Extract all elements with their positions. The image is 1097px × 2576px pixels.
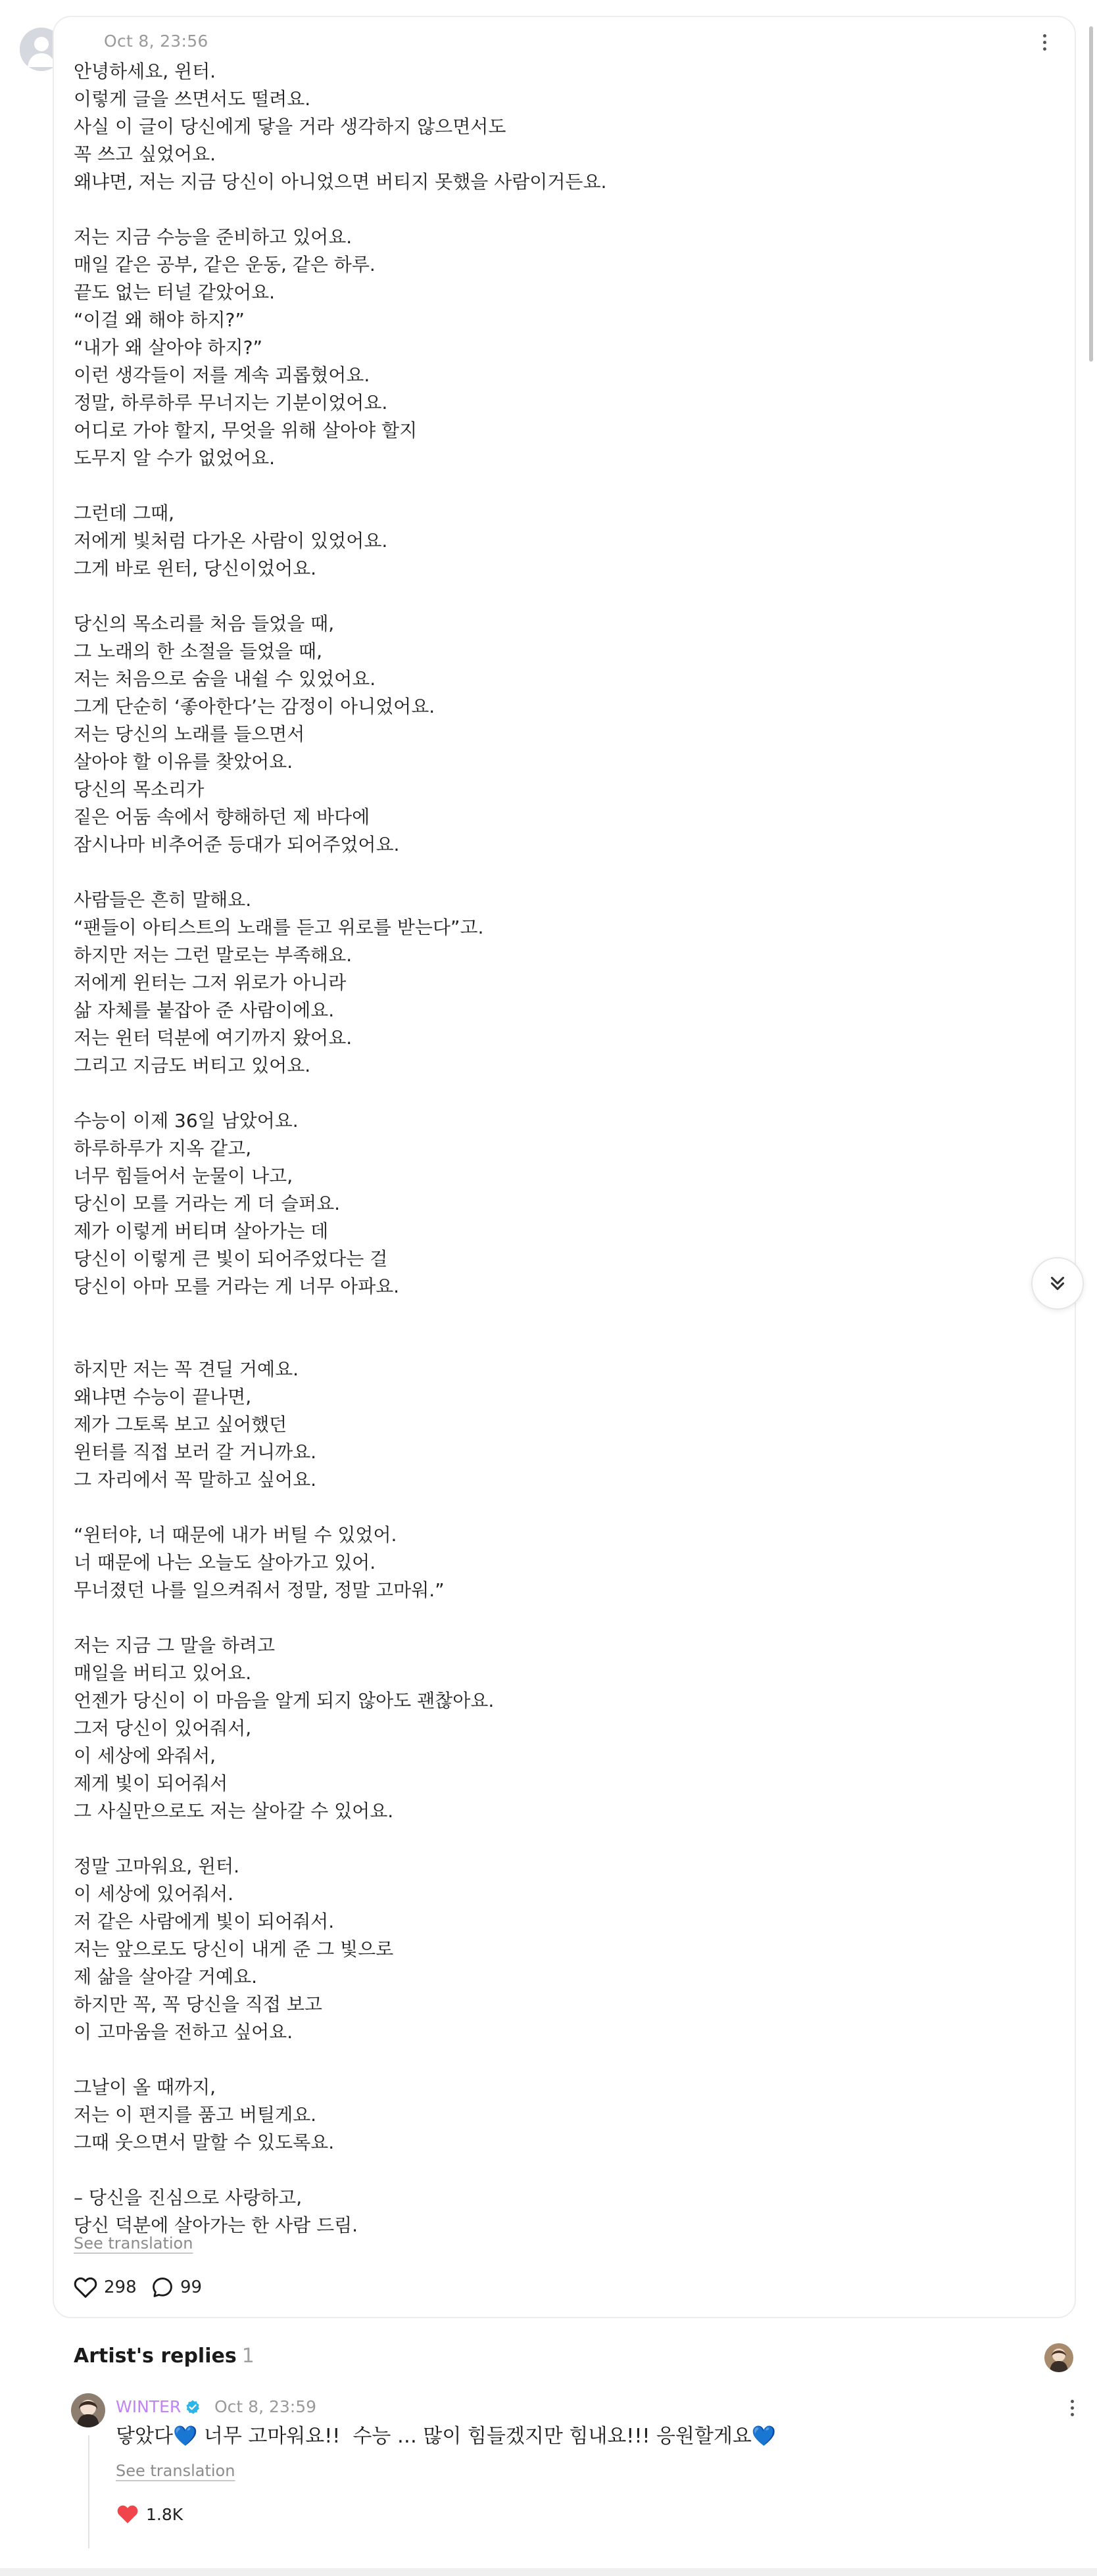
letter-line: 당신의 목소리가	[74, 778, 205, 800]
reply-timestamp: Oct 8, 23:59	[214, 2397, 317, 2416]
letter-line: 저는 지금 그 말을 하려고	[74, 1634, 276, 1656]
letter-line: 저는 앞으로도 당신이 내게 준 그 빛으로	[74, 1938, 394, 1960]
letter-line: 그 노래의 한 소절을 들었을 때,	[74, 640, 322, 662]
letter-line: “내가 왜 살아야 하지?”	[74, 337, 262, 358]
blue-heart-icon: 💙	[751, 2425, 777, 2448]
letter-line: 그저 당신이 있어줘서,	[74, 1717, 252, 1739]
blue-heart-icon: 💙	[172, 2425, 198, 2448]
letter-line: 왜냐면, 저는 지금 당신이 아니었으면 버티지 못했을 사람이거든요.	[74, 171, 607, 193]
letter-line: 당신이 아마 모를 거라는 게 너무 아파요.	[74, 1276, 400, 1297]
bottom-divider	[0, 2568, 1097, 2576]
scrollbar[interactable]	[1089, 26, 1093, 362]
letter-line: 저는 이 편지를 품고 버틸게요.	[74, 2104, 317, 2126]
more-vertical-icon[interactable]	[1030, 28, 1059, 57]
like-count: 298	[104, 2278, 137, 2297]
letter-line: 그때 웃으면서 말할 수 있도록요.	[74, 2132, 335, 2153]
comment-count: 99	[180, 2278, 203, 2297]
letter-line: 너 때문에 나는 오늘도 살아가고 있어.	[74, 1552, 376, 1573]
letter-line: 그 사실만으로도 저는 살아갈 수 있어요.	[74, 1800, 394, 1822]
letter-line: 이 고마움을 전하고 싶어요.	[74, 2021, 293, 2043]
artist-replies-heading	[74, 2345, 255, 2368]
letter-line: 그게 바로 윈터, 당신이었어요.	[74, 558, 317, 579]
letter-line: 그리고 지금도 버티고 있어요.	[74, 1055, 311, 1076]
post-body	[74, 58, 1021, 2239]
letter-line: 매일 같은 공부, 같은 운동, 같은 하루.	[74, 254, 376, 275]
letter-blank-line	[74, 859, 1021, 886]
letter-line: – 당신을 진심으로 사랑하고,	[74, 2187, 303, 2208]
letter-line: 제가 그토록 보고 싶어했던	[74, 1414, 287, 1435]
reply-text	[116, 2423, 776, 2450]
letter-line: 잠시나마 비추어준 등대가 되어주었어요.	[74, 834, 400, 855]
letter-blank-line	[74, 1328, 1021, 1356]
letter-line: 당신이 모를 거라는 게 더 슬퍼요.	[74, 1193, 341, 1214]
post-timestamp: Oct 8, 23:56	[104, 32, 208, 51]
letter-line: 당신이 이렇게 큰 빛이 되어주었다는 걸	[74, 1248, 388, 1270]
letter-blank-line	[74, 1494, 1021, 1521]
reply-author[interactable]	[116, 2397, 201, 2416]
speech-bubble-icon	[151, 2276, 174, 2299]
letter-line: 이 세상에 와줘서,	[74, 1745, 216, 1767]
scroll-down-button[interactable]	[1031, 1257, 1084, 1310]
letter-line: 매일을 버티고 있어요.	[74, 1662, 252, 1684]
letter-line: 사실 이 글이 당신에게 닿을 거라 생각하지 않으면서도	[74, 116, 506, 137]
artist-replies-title: Artist's replies	[74, 2345, 237, 2368]
letter-line: 이런 생각들이 저를 계속 괴롭혔어요.	[74, 364, 370, 386]
letter-line: 너무 힘들어서 눈물이 나고,	[74, 1165, 293, 1187]
letter-line: 제 삶을 살아갈 거예요.	[74, 1966, 258, 1988]
double-chevron-down-icon	[1046, 1272, 1069, 1295]
letter-blank-line	[74, 1604, 1021, 1632]
letter-line: 삶 자체를 붙잡아 준 사람이에요.	[74, 999, 335, 1021]
letter-blank-line	[74, 196, 1021, 224]
comment-button[interactable]	[151, 2276, 202, 2299]
letter-line: 윈터를 직접 보러 갈 거니까요.	[74, 1441, 317, 1463]
letter-line: 저에게 빛처럼 다가온 사람이 있었어요.	[74, 530, 388, 552]
heart-filled-icon	[116, 2504, 139, 2525]
reply-see-translation-link[interactable]: See translation	[116, 2462, 235, 2480]
letter-line: 그날이 올 때까지,	[74, 2076, 216, 2098]
letter-line: 저는 지금 수능을 준비하고 있어요.	[74, 226, 353, 248]
reply-author-name: WINTER	[116, 2397, 182, 2416]
letter-line: 하루하루가 지옥 같고,	[74, 1137, 252, 1159]
letter-blank-line	[74, 472, 1021, 500]
letter-line: 당신 덕분에 살아가는 한 사람 드림.	[74, 2214, 358, 2236]
letter-line: “윈터야, 너 때문에 내가 버틸 수 있었어.	[74, 1524, 397, 1546]
letter-blank-line	[74, 2157, 1021, 2184]
letter-line: 짙은 어둠 속에서 향해하던 제 바다에	[74, 806, 370, 828]
see-translation-link[interactable]: See translation	[74, 2234, 193, 2253]
letter-line: 꼭 쓰고 싶었어요.	[74, 143, 216, 165]
letter-line: 무너졌던 나를 일으켜줘서 정말, 정말 고마워.”	[74, 1579, 445, 1601]
letter-line: 하지만 저는 꼭 견딜 거예요.	[74, 1358, 299, 1380]
letter-line: 언젠가 당신이 이 마음을 알게 되지 않아도 괜찮아요.	[74, 1690, 495, 1711]
thread-line	[88, 2435, 89, 2548]
reply-text-rest: 너무 고마워요!! 수능 … 많이 힘들겠지만 힘내요!!! 응원할게요	[197, 2425, 752, 2448]
winter-photo-icon	[71, 2393, 105, 2427]
letter-line: 끝도 없는 터널 같았어요.	[74, 281, 276, 303]
reply-like-button[interactable]	[116, 2504, 183, 2525]
letter-line: 수능이 이제 36일 남았어요.	[74, 1110, 299, 1132]
letter-line: 그 자리에서 꼭 말하고 싶어요.	[74, 1469, 317, 1491]
letter-line: 이 세상에 있어줘서.	[74, 1883, 234, 1905]
letter-line: 도무지 알 수가 없었어요.	[74, 447, 276, 469]
letter-line: 저에게 윈터는 그저 위로가 아니라	[74, 972, 347, 993]
artist-avatar[interactable]	[1044, 2343, 1073, 2372]
letter-line: “이걸 왜 해야 하지?”	[74, 309, 245, 331]
letter-line: 정말 고마워요, 윈터.	[74, 1855, 239, 1877]
verified-badge-icon	[185, 2399, 201, 2415]
letter-line: 당신의 목소리를 처음 들었을 때,	[74, 613, 335, 634]
letter-line: 제게 빛이 되어줘서	[74, 1773, 228, 1794]
letter-line: 그게 단순히 ‘좋아한다’는 감정이 아니었어요.	[74, 696, 435, 717]
artist-replies-count: 1	[241, 2345, 255, 2368]
letter-line: 제가 이렇게 버티며 살아가는 데	[74, 1220, 329, 1242]
letter-line: 저는 당신의 노래를 들으면서	[74, 723, 305, 745]
reply-author-avatar[interactable]	[71, 2393, 105, 2427]
letter-blank-line	[74, 583, 1021, 610]
letter-line: 어디로 가야 할지, 무엇을 위해 살아야 할지	[74, 419, 418, 441]
letter-line: 이렇게 글을 쓰면서도 떨려요.	[74, 88, 311, 110]
letter-line: 저 같은 사람에게 빛이 되어줘서.	[74, 1911, 335, 1932]
heart-outline-icon	[74, 2276, 97, 2299]
reply-like-count: 1.8K	[146, 2504, 183, 2524]
letter-line: 사람들은 흔히 말해요.	[74, 889, 252, 911]
letter-line: 정말, 하루하루 무너지는 기분이었어요.	[74, 392, 388, 414]
letter-line: 살아야 할 이유를 찾았어요.	[74, 751, 293, 773]
letter-line: 저는 처음으로 숨을 내쉴 수 있었어요.	[74, 668, 376, 690]
letter-line: 저는 윈터 덕분에 여기까지 왔어요.	[74, 1027, 353, 1049]
letter-blank-line	[74, 1825, 1021, 1853]
letter-line: 하지만 저는 그런 말로는 부족해요.	[74, 944, 353, 966]
letter-line: 하지만 꼭, 꼭 당신을 직접 보고	[74, 1993, 322, 2015]
letter-blank-line	[74, 1300, 1021, 1328]
letter-line: 그런데 그때,	[74, 502, 175, 524]
reply-text-start: 닿았다	[116, 2425, 173, 2448]
letter-line: 왜냐면 수능이 끝나면,	[74, 1386, 252, 1408]
letter-blank-line	[74, 2046, 1021, 2074]
letter-line: “팬들이 아티스트의 노래를 듣고 위로를 받는다”고.	[74, 917, 484, 938]
letter-blank-line	[74, 1080, 1021, 1107]
like-button[interactable]	[74, 2276, 137, 2299]
letter-line: 안녕하세요, 윈터.	[74, 60, 216, 82]
reply-more-vertical-icon[interactable]	[1058, 2393, 1086, 2422]
artist-photo-icon	[1044, 2343, 1073, 2372]
